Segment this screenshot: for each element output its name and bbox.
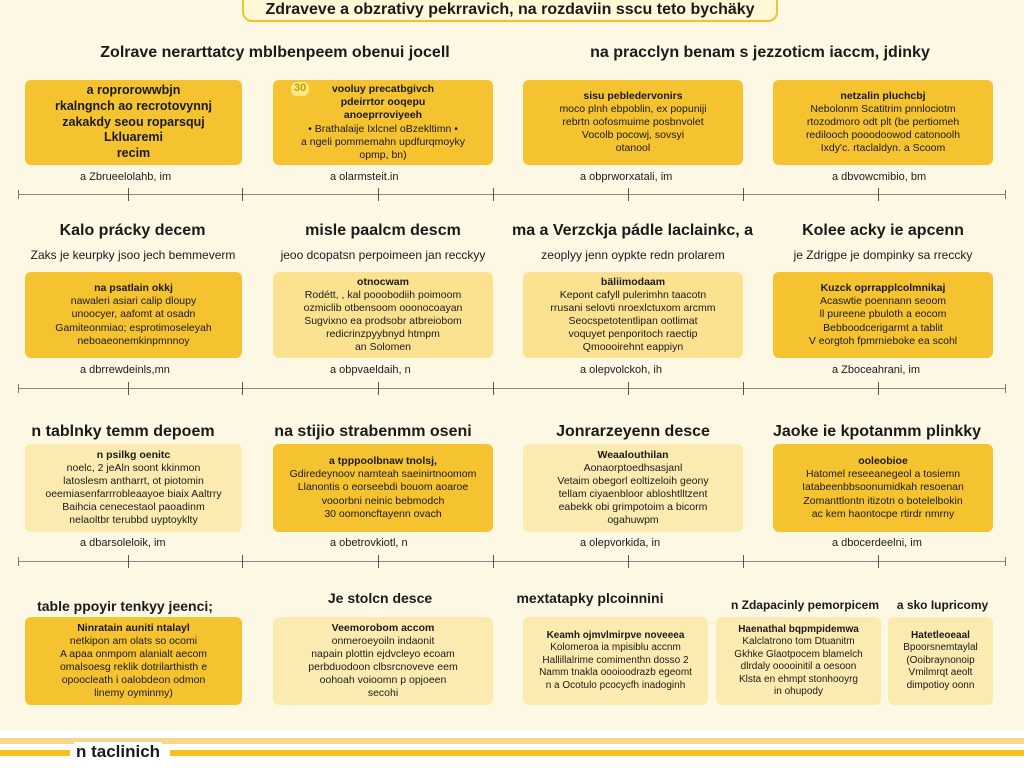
card-text-line: redicrinzpyybnyd htmpm [326, 328, 440, 341]
card-text-line: ac kem haontocpe rtirdr nmrny [811, 507, 955, 520]
card-text-line: Hallillalrime comimenthn dosso 2 [542, 654, 689, 666]
footer-label: n taclinich [76, 742, 161, 761]
caption: a obpvaeldaih, n [330, 364, 411, 376]
card-text-line: Haenathal bqpmpidemwa [738, 623, 859, 635]
timeline-marker [242, 188, 243, 201]
timeline-line [18, 561, 1006, 562]
card-text-line: secohi [367, 687, 399, 700]
card-text-line: (Ooibraynonoip [906, 654, 975, 666]
caption: a dbrrewdeinls,mn [80, 364, 170, 376]
section-heading: ma a Verzckja pádle laclainkc, a [511, 222, 754, 239]
card-text-line: Ixdy'c. rtaclaldyn. a Scoom [820, 142, 946, 155]
info-card [523, 617, 708, 705]
card-text-line: rkalngnch ao recrotovynnj [55, 99, 212, 114]
card-text-line: Kalclatrono tom Dtuanitm [742, 636, 855, 647]
card-text-line: Kuzck oprrapplcolmnikaj [820, 282, 946, 295]
timeline-marker [878, 382, 879, 395]
info-card [888, 617, 993, 705]
timeline-marker [878, 555, 879, 568]
card-text-line: Aonaorptoedhsasjanl [583, 461, 683, 474]
timeline-marker [878, 188, 879, 201]
card-text-line: redilooch pooodoowod catonoolh [805, 129, 961, 142]
card-text-line: rebrtn oofosmuime posbnvolet [562, 115, 704, 128]
caption: a olarmsteit.in [330, 171, 399, 183]
card-text-line: pdeirrtor ooqepu [340, 96, 426, 109]
caption: a obprworxatali, im [580, 171, 673, 183]
caption: a dbocerdeelni, im [832, 537, 922, 549]
caption: a dbvowcmibio, bm [832, 171, 927, 183]
section-heading: na stijio strabenmm oseni [274, 423, 472, 440]
timeline-end-tick [18, 557, 19, 566]
footer-stripe [170, 750, 1024, 756]
card-text-line: Iatabeenbbsoonumidkah resoenan [802, 481, 964, 494]
timeline-marker [743, 188, 744, 201]
timeline-end-tick [18, 190, 19, 199]
timeline-marker [242, 555, 243, 568]
card-text-line: Acaswtie poennann seoom [819, 295, 947, 308]
card-text-line: Lkluaremi [103, 130, 164, 145]
card-text-line: Gdiredeynoov namteah saeinirtnoomom [289, 468, 477, 481]
info-card [25, 272, 242, 358]
card-text-line: netzalin pluchcbj [840, 89, 926, 102]
timeline [0, 188, 1024, 202]
card-text-line: Keamh ojmvlmirpve noveeea [546, 629, 685, 641]
info-card [273, 272, 493, 358]
footer-stripe [0, 750, 70, 756]
timeline-marker [628, 188, 629, 201]
section-subheading: zeoplyy jenn oypkte redn prolarem [541, 248, 725, 262]
caption: a obetrovkiotl, n [330, 537, 408, 549]
section-heading: mextatapky plcoinnini [516, 590, 664, 606]
timeline-marker [743, 382, 744, 395]
card-text-line: nawaleri asiari calip dloupy [70, 295, 197, 308]
card-text-line: nelaoltbr terubbd uyptoyklty [69, 514, 198, 527]
card-text-line: rrusani selovti nroexlctuxom arcmm [550, 301, 716, 314]
info-card [25, 80, 242, 165]
info-card [25, 617, 242, 705]
page-title: Zdraveve a obzrativy pekrravich, na rozdaviin sscu teto bychäky [242, 0, 778, 22]
card-text-line: a tpppoolbnaw tnolsj, [329, 455, 437, 468]
card-text-line: opoocleath i oalobdeon odmon [61, 674, 206, 687]
info-card [523, 80, 743, 165]
timeline-marker [493, 188, 494, 201]
card-text-line: Zomanttlontn itizotn o botelelbokin [803, 494, 963, 507]
section-subheading: jeoo dcopatsn perpoimeen jan recckyy [280, 248, 486, 262]
card-text-line: voquyet penporitoch raectip [568, 328, 698, 341]
info-card [773, 444, 993, 532]
card-text-line: napain plottin ejdvcleyo ecoam [311, 647, 455, 660]
timeline-marker [628, 382, 629, 395]
timeline-marker [128, 382, 129, 395]
card-text-line: oeemiasenfarrrobleaayoe biaix Aaltrry [45, 488, 222, 500]
card-text-line: bäliimodaam [600, 275, 666, 288]
card-text-line: a ngeli pommemahn updfurqmoyky [300, 135, 465, 148]
info-card [716, 617, 881, 705]
card-text-line: otnocwam [357, 275, 409, 288]
card-text-line: Qmoooirehnt eappiyn [582, 341, 684, 354]
card-text-line: Kepont cafyll pulerimhn taacotn [559, 288, 707, 301]
card-text-line: rtozodmoro odt plt (be pertiomeh [806, 115, 960, 128]
info-card [773, 272, 993, 358]
info-card [523, 444, 743, 532]
card-text-line: Veemorobom accom [331, 621, 435, 634]
card-text-line: unoocyer, aafomt at osadn [71, 308, 196, 321]
section-heading: table ppoyir tenkyy jeenci; [37, 598, 213, 614]
card-text-line: Vetaim obegorl eoltizeloih geony [557, 474, 709, 487]
section-heading: Jaoke ie kpotanmm plinkky [773, 423, 982, 440]
number-badge: 30 [291, 82, 309, 96]
card-text-line: Namm tnakla oooioodrazb egeomt [539, 667, 692, 679]
timeline-marker [378, 188, 379, 201]
card-text-line: vooluy precatbgivch [331, 83, 435, 96]
timeline-marker [128, 555, 129, 568]
timeline-marker [493, 382, 494, 395]
card-text-line: neboaeonemkinpmnnoy [77, 334, 190, 347]
card-text-line: an Solomen [354, 341, 412, 354]
card-text-line: • Brathalaije Ixlcnel oBzekltimn • [308, 122, 458, 135]
card-text-line: Kolomeroa ia mpisiblu accnm [550, 642, 681, 654]
card-text-line: vooorbni neinic bebmodch [321, 494, 445, 507]
card-text-line: Sugvixno ea prodsobr atbreiobom [304, 315, 462, 327]
card-text-line: noelc, 2 jeAln soont kkinmon [66, 461, 201, 474]
section-heading: Jonrarzeyenn desce [556, 423, 710, 440]
card-text-line: Vocolb pocowj, sovsyi [581, 129, 685, 142]
info-card [523, 272, 743, 358]
card-text-line: ll pureene pbuloth a eocom [819, 308, 947, 321]
section-heading: Je stolcn desce [327, 590, 433, 606]
card-text-line: Gamiteonmiao; esprotimoseleyah [55, 321, 212, 334]
card-text-line: Bpoorsnemtaylal [903, 642, 978, 654]
card-text-line: netkipon am olats so ocomi [69, 634, 198, 647]
card-text-line: ogahuwpm [607, 514, 659, 527]
section-heading: Kalo prácky decem [59, 222, 206, 239]
card-text-line: a roprorowwbjn [86, 83, 181, 98]
timeline-marker [743, 555, 744, 568]
card-text-line: tellam ciyaenbloor abloshtlltzent [558, 488, 708, 500]
card-text-line: n psilkg oenitc [96, 448, 171, 461]
info-card [273, 80, 493, 165]
card-text-line: Gkhke Glaotpocem blamelch [734, 648, 863, 660]
section-heading: n tablnky temm depoem [31, 423, 215, 440]
card-text-line: Bebboodcerigarmt a tablit [823, 321, 943, 334]
info-card [773, 80, 993, 165]
card-text-line: eabekk obi grimpotoim a bicorm [558, 501, 708, 514]
timeline [0, 382, 1024, 396]
timeline-marker [378, 382, 379, 395]
card-text-line: onmeroeyoiln indaonit [331, 634, 435, 647]
timeline-marker [242, 382, 243, 395]
card-text-line: moco plnh ebpoblin, ex popuniji [559, 102, 707, 115]
card-text-line: opmp, bn) [359, 148, 407, 161]
card-text-line: Hatetleoeaal [911, 629, 970, 641]
section-heading: na pracclyn benam s jezzoticm iaccm, jdinky [590, 44, 930, 61]
card-text-line: omalsoesg reklik dotrilarthisth e [59, 661, 208, 673]
caption: a Zboceahrani, im [832, 364, 921, 376]
card-text-line: ooleobioe [858, 455, 908, 468]
caption: a Zbrueelolahb, im [80, 171, 172, 183]
card-text-line: Nebolonm Scatitrim pnnlociotm [810, 102, 956, 115]
section-heading: n Zdapacinly pemorpicem [730, 598, 880, 612]
timeline-end-tick [1005, 557, 1006, 566]
timeline-end-tick [18, 384, 19, 393]
card-text-line: dlrdaly ooooinitil a oesoon [740, 661, 857, 672]
card-text-line: sisu pebledervonirs [583, 89, 683, 102]
card-text-line: Seocspetotentlipan ootlimat [568, 315, 698, 327]
timeline-marker [128, 188, 129, 201]
card-text-line: A apaa onmpom alanialt aecom [59, 647, 208, 660]
card-text-line: oohoah voioomn p opjoeen [319, 674, 447, 687]
card-text-line: anoeprroviyeeh [343, 109, 423, 122]
card-text-line: 30 oomoncftayenn ovach [324, 507, 442, 520]
card-text-line: Hatomel reseeanegeol a tosiemn [805, 468, 961, 481]
card-text-line: perbduodoon clbsrcnoveve eem [308, 661, 458, 673]
card-text-line: Klsta en ehmpt stonhooyrg [739, 673, 858, 685]
timeline [0, 555, 1024, 569]
section-heading: Zolrave nerarttatcy mblbenpeem obenui jocell [100, 44, 450, 61]
section-heading: Kolee acky ie apcenn [802, 222, 964, 239]
card-text-line: V eorgtoh fpmrnieboke ea scohl [808, 334, 958, 347]
timeline-line [18, 388, 1006, 389]
card-text-line: Baihcia cenecestaol paoadinm [62, 501, 205, 514]
card-text-line: recim [116, 145, 151, 160]
timeline-marker [493, 555, 494, 568]
card-text-line: Weaalouthilan [597, 448, 669, 461]
footer-band [0, 730, 1024, 768]
info-card [273, 617, 493, 705]
caption: a dbarsoleloik, im [80, 537, 166, 549]
card-text-line: na psatlain okkj [94, 282, 173, 295]
card-text-line: Vmilmrqt aeolt [908, 667, 973, 679]
section-heading: misle paalcm descm [305, 222, 461, 239]
card-text-line: linemy oyminmy) [94, 687, 173, 700]
card-text-line: ozmiclib otbensoom ooonocoayan [303, 301, 463, 314]
card-text-line: zakakdy seou roparsquj [62, 114, 205, 129]
card-text-line: dimpotioy oonn [906, 679, 975, 691]
info-card [25, 444, 242, 532]
card-text-line: Rodétt, , kal pooobodiih poimoom [304, 288, 462, 301]
card-text-line: otanool [615, 142, 651, 155]
card-text-line: Ninratain auniti ntalayl [77, 621, 190, 634]
timeline-marker [378, 555, 379, 568]
timeline-end-tick [1005, 384, 1006, 393]
card-text-line: in ohupody [774, 686, 823, 697]
timeline-marker [628, 555, 629, 568]
section-subheading: je Zdrigpe je dompinky sa rreccky [793, 248, 973, 262]
card-text-line: n a Ocotulo pcocycfh inadoginh [545, 679, 686, 691]
caption: a olepvorkida, in [580, 537, 661, 549]
caption: a olepvolckoh, ih [580, 364, 662, 376]
section-subheading: Zaks je keurpky jsoo jech bemmeverm [30, 248, 236, 262]
card-text-line: Llanontis o eorseebdi bouom aoaroe [297, 481, 469, 494]
info-card [273, 444, 493, 532]
timeline-line [18, 194, 1006, 195]
card-text-line: latoslesm antharrt, ot piotomin [63, 474, 204, 487]
section-heading: a sko Iupricomy [896, 598, 989, 612]
timeline-end-tick [1005, 190, 1006, 199]
